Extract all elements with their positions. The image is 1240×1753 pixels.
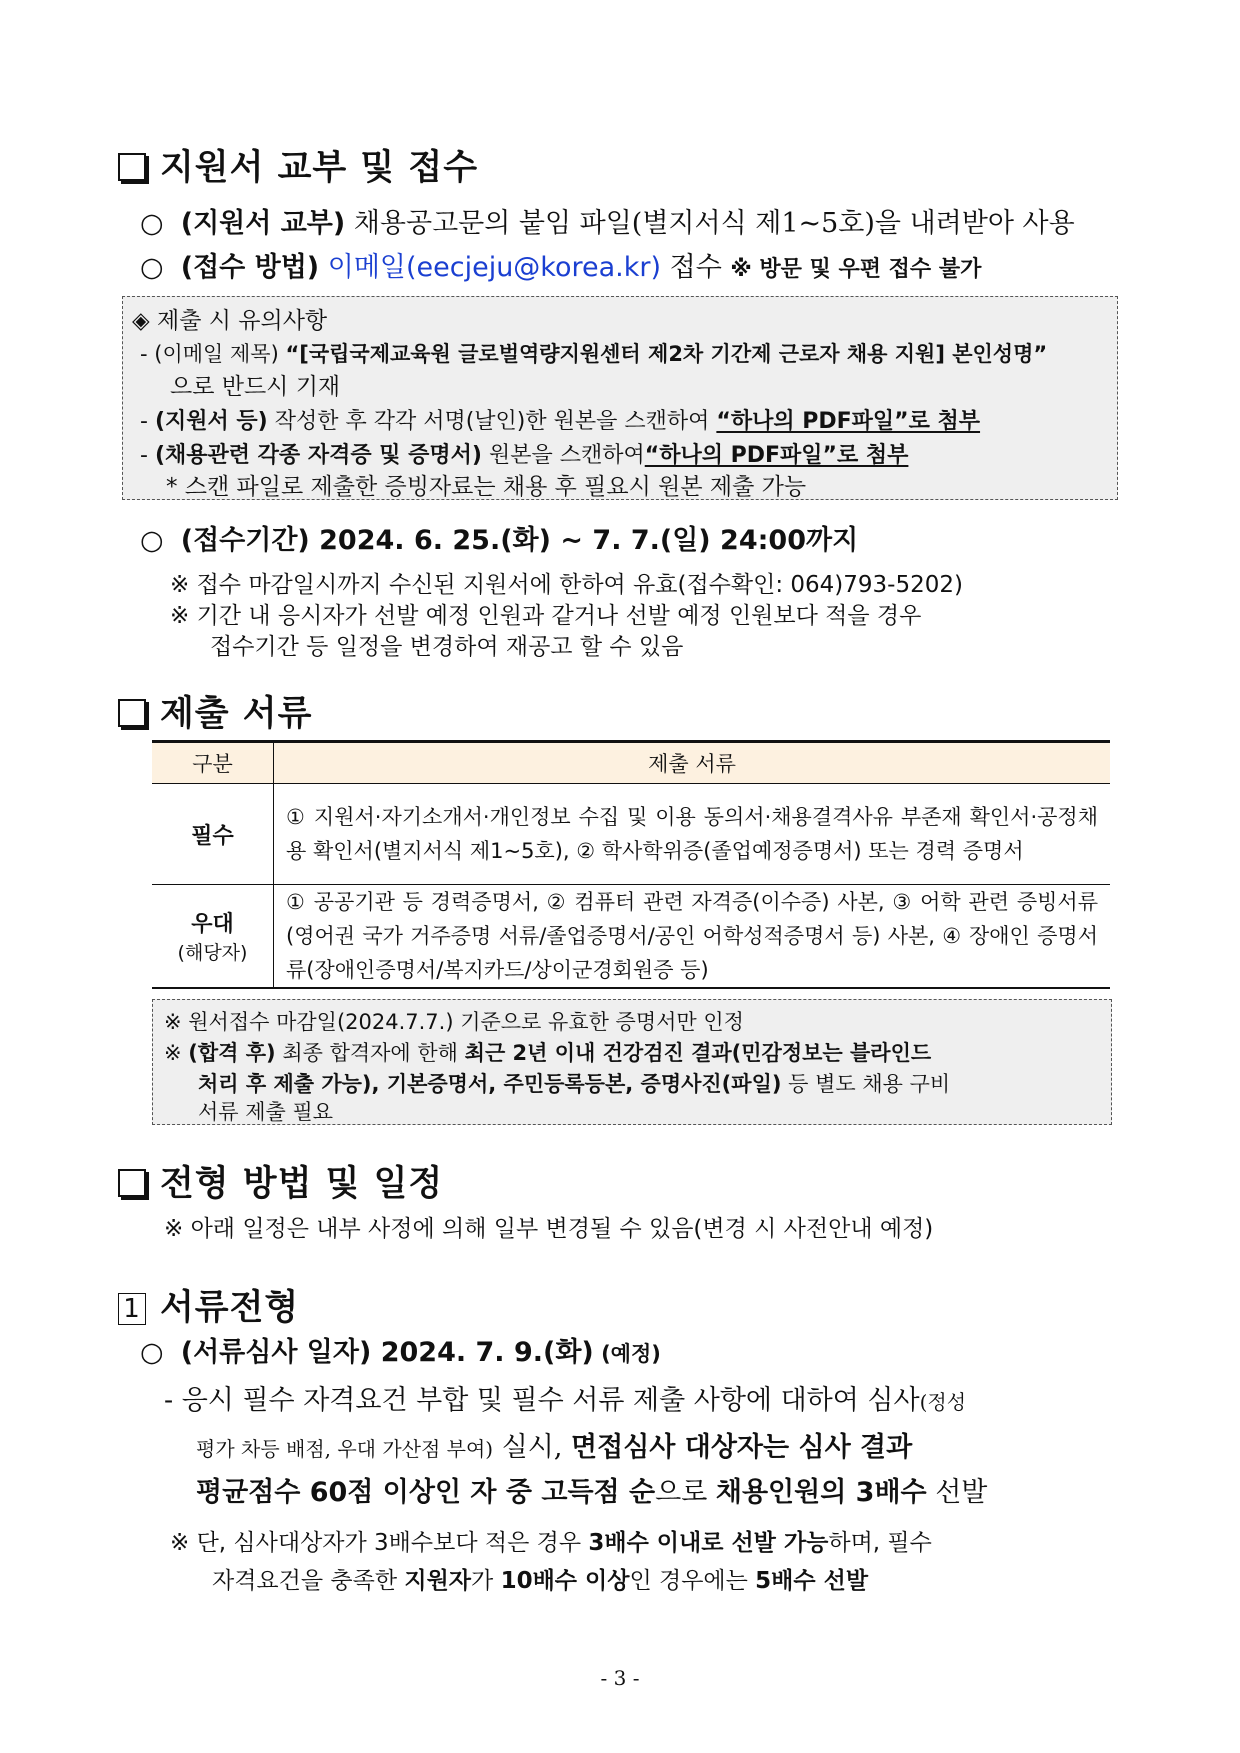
schedule-note: ※ 아래 일정은 내부 사정에 의해 일부 변경될 수 있음(변경 시 사전안내 예정) [164, 1216, 934, 1242]
table-cell-documents: ① 지원서·자기소개서·개인정보 수집 및 이용 동의서·채용결격사유 부존재 확인서·공정채용 확인서(별지서식 제1~5호), ② 학사학위증(졸업예정증명서) 또는 경력 증명서 [274, 784, 1111, 885]
period-note-1: ※ 접수 마감일시까지 수신된 지원서에 한하여 유효(접수확인: 064)793-5202) [170, 572, 963, 598]
documents-note-2: ※ (합격 후) 최종 합격자에 한해 최근 2년 이내 건강검진 결과(민감정보는 블라인드 [164, 1041, 932, 1065]
screening-note-1: ※ 단, 심사대상자가 3배수보다 적은 경우 3배수 이내로 선발 가능하며, 필수 [170, 1530, 932, 1556]
section-heading-selection: 전형 방법 및 일정 [118, 1156, 443, 1206]
notice-line-application: - (지원서 등) 작성한 후 각각 서명(날인)한 원본을 스캔하여 “하나의 PDF파일”로 첨부 [140, 409, 981, 434]
method-line: ○ (접수 방법) 이메일(eecjeju@korea.kr) 접수 ※ 방문 및 우편 접수 불가 [140, 252, 982, 283]
screening-line-3: 평균점수 60점 이상인 자 중 고득점 순으로 채용인원의 3배수 선발 [196, 1477, 988, 1508]
table-cell-category: 필수 [152, 784, 274, 885]
notice-title: ◈ 제출 시 유의사항 [132, 308, 328, 334]
checkbox-square-icon [118, 1169, 146, 1197]
documents-table [152, 740, 1110, 989]
period-note-2-cont: 접수기간 등 일정을 변경하여 재공고 할 수 있음 [210, 634, 684, 660]
period-note-2: ※ 기간 내 응시자가 선발 예정 인원과 같거나 선발 예정 인원보다 적을 경우 [170, 603, 922, 629]
notice-line-certificates: - (채용관련 각종 자격증 및 증명서) 원본을 스캔하여“하나의 PDF파일”로 첨부 [140, 443, 909, 468]
documents-note-2-cont: 처리 후 제출 가능), 기본증명서, 주민등록등본, 증명사진(파일) 등 별도 채용 구비 [198, 1072, 951, 1096]
screening-line-1: - 응시 필수 자격요건 부합 및 필수 서류 제출 사항에 대하여 심사(정성 [164, 1385, 967, 1416]
checkbox-square-icon [118, 153, 146, 181]
screening-date-line: ○ (서류심사 일자) 2024. 7. 9.(화) (예정) [140, 1337, 661, 1368]
screening-line-2: 평가 차등 배점, 우대 가산점 부여) 실시, 면접심사 대상자는 심사 결과 [196, 1432, 913, 1463]
table-cell-category: 우대 (해당자) [152, 885, 274, 989]
period-line: ○ (접수기간) 2024. 6. 25.(화) ~ 7. 7.(일) 24:00까지 [140, 525, 859, 556]
table-header-documents: 제출 서류 [274, 742, 1111, 784]
table-row [152, 784, 1110, 885]
notice-line-email-subject: - (이메일 제목) “[국립국제교육원 글로벌역량지원센터 제2차 기간제 근로자 채용 지원] 본인성명” [140, 342, 1048, 366]
notice-line-email-subject-cont: 으로 반드시 기재 [170, 374, 341, 400]
section-number: 1 [118, 1293, 146, 1325]
table-row [152, 885, 1110, 989]
documents-note-2-end: 서류 제출 필요 [198, 1100, 334, 1124]
email-link[interactable]: 이메일(eecjeju@korea.kr) [319, 252, 662, 283]
section-heading-document-screening: 1 서류전형 [118, 1280, 299, 1330]
section-heading-documents: 제출 서류 [118, 686, 312, 736]
page-number: - 3 - [600, 1666, 640, 1690]
issue-line: ○ (지원서 교부) 채용공고문의 붙임 파일(별지서식 제1~5호)을 내려받아 사용 [140, 208, 1075, 239]
section-heading-application: 지원서 교부 및 접수 [118, 140, 478, 190]
notice-line-scan-note: * 스캔 파일로 제출한 증빙자료는 채용 후 필요시 원본 제출 가능 [166, 474, 807, 500]
checkbox-square-icon [118, 699, 146, 727]
table-header-category: 구분 [152, 742, 274, 784]
screening-note-2: 자격요건을 충족한 지원자가 10배수 이상인 경우에는 5배수 선발 [212, 1568, 869, 1594]
table-header-row [152, 742, 1110, 784]
documents-note-1: ※ 원서접수 마감일(2024.7.7.) 기준으로 유효한 증명서만 인정 [164, 1010, 744, 1034]
table-cell-documents: ① 공공기관 등 경력증명서, ② 컴퓨터 관련 자격증(이수증) 사본, ③ 어학 관련 증빙서류(영어권 국가 거주증명 서류/졸업증명서/공인 어학성적증명서 등) 사본, ④ 장애인 증명서류(장애인증명서/복지카드/상이군경회원증 등) [274, 885, 1111, 989]
